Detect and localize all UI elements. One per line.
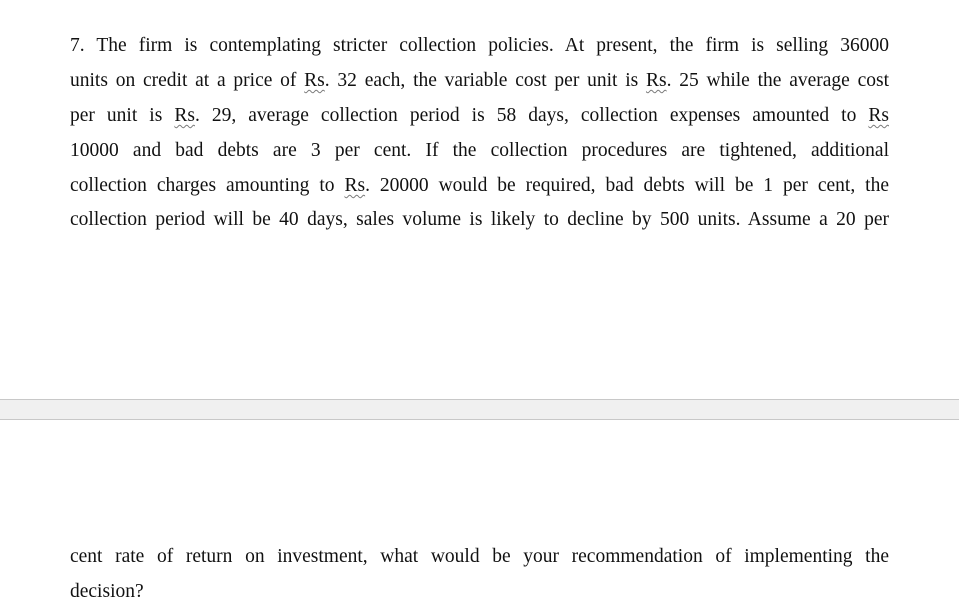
spellcheck-flagged-word[interactable]: Rs <box>868 105 889 126</box>
question-line-6: collection period will be 40 days, sales volume is likely to decline by 500 units. Assume a 20 per <box>70 209 889 230</box>
question-line-2: units on credit at a price of Rs. 32 each, the variable cost per unit is Rs. 25 while the average cost <box>70 70 890 91</box>
spellcheck-flagged-word[interactable]: Rs <box>645 70 667 91</box>
spellcheck-flagged-word[interactable]: Rs <box>344 175 366 196</box>
question-line-1: 7. The firm is contemplating stricter collection policies. At present, the firm is selling 36000 <box>70 35 889 56</box>
page-break-separator <box>0 399 959 420</box>
question-line-7: cent rate of return on investment, what would be your recommendation of implementing the <box>70 546 889 567</box>
question-line-5: collection charges amounting to Rs. 20000 would be required, bad debts will be 1 per cent, the <box>70 175 889 196</box>
page-bottom <box>0 420 959 614</box>
question-line-8: decision? <box>70 581 144 602</box>
spellcheck-flagged-word[interactable]: Rs <box>304 70 325 91</box>
question-line-4: 10000 and bad debts are 3 per cent. If the collection procedures are tightened, additional <box>70 140 889 161</box>
spellcheck-flagged-word[interactable]: Rs <box>174 105 195 126</box>
question-line-3: per unit is Rs. 29, average collection period is 58 days, collection expenses amounted to Rs <box>70 105 889 126</box>
